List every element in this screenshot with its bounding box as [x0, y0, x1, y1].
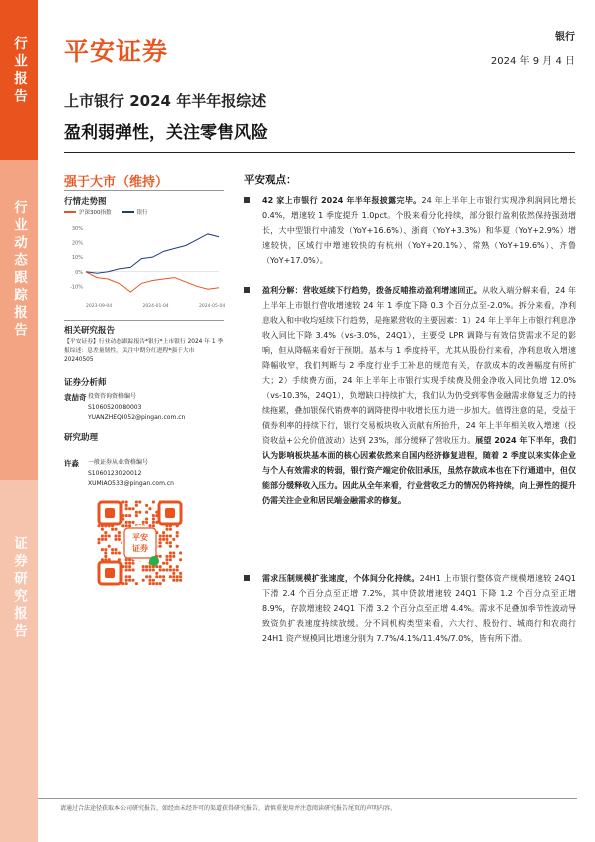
- price-trend-chart: [64, 208, 229, 318]
- side-banner-report-category: [0, 160, 38, 480]
- assistant-section-label: 研究助理: [64, 433, 99, 443]
- bullet-2-outlook: 展望 2024 年下半年，我们认为影响板块基本面的核心因素依然来自国内经济修复进程，随着 2 季度以来实体企业与个人有效需求的转弱，银行资产端定价依旧承压，虽然存款成本也在下行通道中，但仅能部分缓释收入压力。因此从全年来看，行业营收乏力的情况仍将持续，向上弹性的提升仍需关注企业和居民端金融需求的修复。: [262, 436, 577, 505]
- related-reports-label: 相关研究报告: [64, 326, 116, 336]
- svg-text:证券: 证券: [132, 544, 148, 553]
- series-line-0: [86, 272, 219, 292]
- bullet-3-body: 24H1 上市银行整体资产规模增速较 24Q1 下滑 2.4 个百分点至正增 7.2%，其中贷款增速较 24Q1 下降 1.2 个百分点至正增 8.9%，存款增速较 24Q1 下滑 3.2 个百分点至正增 4.4%。需求不足叠加季节性波动导致资负扩表速度持续放缓。分不同机构类型来看，六大行、股份行、城商行和农商行 24H1 资产规模同比增速分别为 7.7%/4.1%/11.4%/7.0%，皆有所下滑。: [262, 574, 577, 643]
- qr-code-icon[interactable]: [97, 500, 183, 586]
- report-title: 上市银行 2024 年半年报综述: [64, 92, 267, 110]
- report-date: 2024 年 9 月 4 日: [490, 56, 575, 67]
- legend-label-csi300: 沪深300指数: [79, 210, 112, 216]
- bullet-square-icon: [244, 575, 250, 581]
- y-tick-label: 30%: [71, 226, 83, 232]
- x-tick-label: 2023-09-04: [86, 304, 113, 309]
- series-line-1: [86, 234, 219, 273]
- chart-plot: [64, 208, 229, 318]
- side-banner-text-2: 行业动态跟踪报告: [11, 200, 27, 340]
- viewpoint-bullet-3: [244, 571, 576, 646]
- assistant-name: 许淼: [64, 459, 79, 468]
- analyst-email[interactable]: YUANZHEQI052@pingan.com.cn: [88, 414, 186, 421]
- y-tick-label: 10%: [71, 255, 83, 262]
- footer-divider: [38, 798, 577, 799]
- rating-label: 强于大市（维持）: [64, 175, 169, 190]
- legend-label-bank: 银行: [136, 210, 148, 216]
- analyst-section-label: 证券分析师: [64, 378, 107, 388]
- side-banner-report-type: [0, 0, 38, 160]
- y-tick-label: -10%: [70, 284, 83, 291]
- x-tick-label: 2024-05-04: [199, 304, 226, 309]
- related-divider: [64, 320, 224, 321]
- analyst-details: [88, 392, 185, 424]
- bullet-3-lead: 需求压制规模扩张速度，个体间分化持续。: [262, 574, 420, 583]
- side-banner-research: [0, 480, 38, 842]
- bullet-1-text: [262, 193, 576, 268]
- footer-disclaimer: 请通过合法途径获取本公司研究报告，如经由未经许可的渠道获得研究报告，请慎重使用并注意阅读研究报告尾页的声明内容。: [60, 805, 397, 812]
- bullet-2-body: 从收入端分解来看，24 年上半年上市银行营收增速较 24 年 1 季度下降 0.3 个百分点至-2.0%。拆分来看，净利息收入和中收均延续下行趋势，是拖累营收的主要因素：1）24 年上半年上市银行利息净收入同比下降 3.4%（vs-3.0%，24Q1），主要受 LPR 调降与有效信贷需求不足的影响，但从降幅来看好于预期。基本与 1 季度持平，尤其从股份行来看，净利息收入增速降幅收窄，我们判断与 2 季度行业手工补息的规范有关，存款成本的改善幅度有所扩大；2）手续费方面，24 年上半年上市银行实现手续费及佣金净收入同比负增 12.0%（vs-10.3%，24Q1），负增缺口持续扩大，我们认为仍受到零售金融需求修复乏力的持续拖累，叠加银保代销费率的调降使得中收增长压力进一步加大。值得注意的是，受益于债券利率的持续下行，银行交易板块收入贡献有所抬升，24 年上半年相关收入增速（投资收益+公允价值波动）达到 23%，部分缓释了营收压力。: [262, 286, 576, 445]
- assistant-details: [88, 458, 174, 490]
- viewpoint-bullet-2: [244, 283, 576, 508]
- assistant-email[interactable]: XUMIAO533@pingan.com.cn: [88, 480, 174, 487]
- company-logo: 平安证券: [64, 37, 169, 66]
- side-banner: [0, 0, 38, 842]
- assistant-cert-title: 一般证券从业资格编号: [88, 459, 149, 466]
- analyst-block: [64, 392, 224, 432]
- assistant-block: [64, 458, 224, 498]
- bullet-square-icon: [244, 197, 250, 203]
- analyst-name: 袁喆奇: [64, 393, 87, 402]
- y-tick-label: 0%: [75, 269, 83, 276]
- related-report-text: 【平安证券】行业动态跟踪报告*银行*上市银行 2024 年 1 季报综述：息差量韧性，关注中期分红进程*强于大市 20240505: [64, 339, 224, 363]
- svg-text:平安: 平安: [132, 533, 148, 542]
- title-divider: [64, 152, 575, 153]
- analyst-cert-title: 投资咨询资格编号: [88, 393, 137, 400]
- analyst-cert-id: S1060520080003: [88, 403, 142, 411]
- bullet-2-text: [262, 283, 576, 508]
- report-subtitle: 盈利弱弹性，关注零售风险: [64, 123, 268, 143]
- bullet-1-lead: 42 家上市银行 2024 年半年报披露完毕。: [262, 196, 422, 205]
- sector-label: 银行: [555, 32, 575, 43]
- viewpoint-title: 平安观点：: [244, 174, 297, 186]
- side-banner-text-3: 证券研究报告: [11, 536, 27, 641]
- bullet-3-text: [262, 571, 576, 646]
- assistant-cert-id: S1060123020012: [88, 469, 142, 477]
- bullet-1-body: 24 年上半年上市银行实现净利润同比增长 0.4%，增速较 1 季度提升 1.0pct。个股来看分化持续，部分银行盈利依然保持强劲增长，大中型银行中浦发（YoY+16.6%）、浙商（YoY+3.3%）和华夏（YoY+2.9%）增速较快，区域行中增速较快的有杭州（YoY+20.1%）、常熟（YoY+19.6%）、齐鲁（YoY+17.0%）。: [262, 196, 576, 265]
- rating-divider: [64, 190, 224, 191]
- bullet-2-lead: 盈利分解：营收延续下行趋势，拨备反哺推动盈利增速回正。: [262, 286, 482, 295]
- y-tick-label: 20%: [71, 240, 83, 247]
- side-banner-text-1: 行业报告: [11, 36, 27, 106]
- x-tick-label: 2024-01-04: [142, 304, 169, 309]
- chart-section-label: 行情走势图: [64, 197, 107, 207]
- viewpoint-bullet-1: [244, 193, 576, 268]
- bullet-square-icon: [244, 287, 250, 293]
